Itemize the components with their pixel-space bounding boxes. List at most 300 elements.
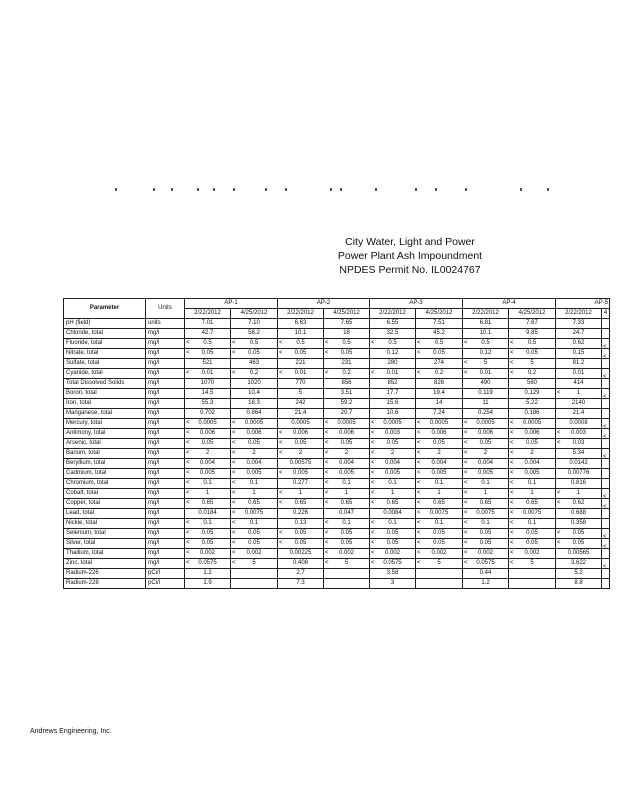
value-cell xyxy=(416,359,463,369)
value-cell xyxy=(231,399,278,409)
measured-value: 0.0005 xyxy=(522,420,542,426)
value-cell xyxy=(602,519,610,529)
qualifier: < xyxy=(510,480,514,486)
measured-value: 0.004 xyxy=(199,460,215,466)
value-cell xyxy=(463,499,509,509)
value-cell xyxy=(556,349,602,359)
document-title-line-3: NPDES Permit No. IL0024767 xyxy=(339,264,481,276)
qualifier: < xyxy=(464,440,468,446)
value-cell xyxy=(370,329,416,339)
parameter-cell: Barium, total xyxy=(64,449,146,459)
qualifier: < xyxy=(464,540,468,546)
qualifier: < xyxy=(186,460,190,466)
parameter-cell: Copper, total xyxy=(64,499,146,509)
measured-value: 0.5 xyxy=(434,340,444,346)
parameter-cell: Chloride, total xyxy=(64,329,146,339)
qualifier: < xyxy=(371,530,375,536)
qualifier: < xyxy=(186,520,190,526)
value-cell xyxy=(416,499,463,509)
measured-value: 0.05 xyxy=(433,350,445,356)
measured-value: 0.002 xyxy=(524,550,540,556)
measured-value: 0.005 xyxy=(292,470,308,476)
units-cell: mg/l xyxy=(146,429,185,439)
value-cell xyxy=(463,379,509,389)
value-cell xyxy=(324,439,370,449)
measured-value: 6.81 xyxy=(479,320,492,326)
value-cell xyxy=(231,419,278,429)
measured-value: 1.2 xyxy=(203,570,212,576)
measured-value: 0.1 xyxy=(342,480,351,486)
value-cell xyxy=(416,429,463,439)
units-cell: mg/l xyxy=(146,549,185,559)
measured-value: 0.1 xyxy=(481,520,490,526)
value-cell xyxy=(278,509,324,519)
value-cell xyxy=(278,489,324,499)
units-cell: mg/l xyxy=(146,399,185,409)
units-cell: mg/l xyxy=(146,389,185,399)
measured-value: 0.226 xyxy=(292,510,308,516)
measured-value: 0.002 xyxy=(477,550,493,556)
table-row xyxy=(64,369,610,379)
value-cell xyxy=(463,539,509,549)
value-cell xyxy=(602,379,610,389)
measured-value: 5 xyxy=(530,360,534,366)
measured-value: 0.5 xyxy=(296,340,305,346)
value-cell xyxy=(602,459,610,469)
measured-value: 0.0005 xyxy=(476,420,495,426)
group-header: AP-4 xyxy=(463,299,556,309)
value-cell xyxy=(556,419,602,429)
table-row xyxy=(64,449,610,459)
qualifier: < xyxy=(603,493,607,499)
qualifier: < xyxy=(510,370,514,376)
measured-value: 463 xyxy=(248,360,259,366)
qualifier: < xyxy=(325,520,329,526)
qualifier: < xyxy=(232,550,236,556)
qualifier: < xyxy=(325,340,329,346)
measured-value: 0.65 xyxy=(479,500,492,506)
measured-value: 81.2 xyxy=(572,360,585,366)
measured-value: 0.05 xyxy=(479,530,492,536)
measured-value: 2 xyxy=(205,450,210,456)
qualifier: < xyxy=(325,480,329,486)
value-cell xyxy=(278,389,324,399)
measured-value: 1020 xyxy=(247,380,261,386)
qualifier: < xyxy=(603,423,607,429)
value-cell xyxy=(278,469,324,479)
measured-value: 3.622 xyxy=(570,560,586,566)
units-cell: mg/l xyxy=(146,499,185,509)
parameter-cell: Antimony, total xyxy=(64,429,146,439)
qualifier: < xyxy=(371,370,375,376)
value-cell xyxy=(509,389,556,399)
value-cell xyxy=(602,369,610,379)
measured-value: 0.2 xyxy=(249,370,259,376)
parameter-cell: Cadmium, total xyxy=(64,469,146,479)
qualifier: < xyxy=(279,430,283,436)
parameter-cell: Chromium, total xyxy=(64,479,146,489)
value-cell xyxy=(185,349,231,359)
measured-value: 18 xyxy=(343,330,350,336)
table-row xyxy=(64,459,610,469)
qualifier: < xyxy=(417,430,421,436)
measured-value: 0.006 xyxy=(477,430,493,436)
measured-value: 0.119 xyxy=(478,390,493,396)
value-cell xyxy=(324,329,370,339)
measured-value: 0.1 xyxy=(388,520,397,526)
value-cell xyxy=(602,549,610,559)
measured-value: 0.05 xyxy=(386,540,399,546)
measured-value: 0.05 xyxy=(340,440,353,446)
value-cell xyxy=(370,319,416,329)
qualifier: < xyxy=(186,450,190,456)
units-cell: mg/l xyxy=(146,349,185,359)
value-cell xyxy=(463,449,509,459)
measured-value: 0.00776 xyxy=(567,470,590,476)
value-cell xyxy=(509,449,556,459)
measured-value: 0.1 xyxy=(203,520,212,526)
value-cell xyxy=(602,349,610,359)
qualifier: < xyxy=(603,393,607,399)
value-cell xyxy=(602,399,610,409)
value-cell xyxy=(416,369,463,379)
qualifier: < xyxy=(603,543,607,549)
qualifier: < xyxy=(557,530,561,536)
measured-value: 1 xyxy=(576,490,581,496)
units-cell: mg/l xyxy=(146,359,185,369)
measured-value: 19.4 xyxy=(433,390,445,396)
qualifier: < xyxy=(510,340,514,346)
value-cell xyxy=(602,339,610,349)
qualifier: < xyxy=(232,370,236,376)
units-cell: mg/l xyxy=(146,459,185,469)
date-header: 4/25/2012 xyxy=(231,309,278,319)
date-header: 4/25/2012 xyxy=(509,309,556,319)
qualifier: < xyxy=(417,540,421,546)
measured-value: 59.2 xyxy=(340,400,353,406)
measured-value: 0.0005 xyxy=(244,420,264,426)
qualifier: < xyxy=(510,520,514,526)
qualifier: < xyxy=(325,500,329,506)
units-cell: units xyxy=(146,319,185,329)
units-cell: pCi/l xyxy=(146,569,185,579)
measured-value: 0.5 xyxy=(527,340,537,346)
qualifier: < xyxy=(371,500,375,506)
units-cell: mg/l xyxy=(146,509,185,519)
date-header: 4/25/2012 xyxy=(416,309,463,319)
value-cell xyxy=(602,539,610,549)
value-cell xyxy=(602,479,610,489)
qualifier: < xyxy=(510,460,514,466)
value-cell xyxy=(370,439,416,449)
measured-value: 20.7 xyxy=(340,410,353,416)
value-cell xyxy=(278,379,324,389)
measured-value: 0.5 xyxy=(249,340,259,346)
value-cell xyxy=(556,549,602,559)
measured-value: 0.004 xyxy=(524,460,540,466)
date-header: 2/22/2012 xyxy=(463,309,509,319)
measured-value: 0.186 xyxy=(524,410,540,416)
measured-value: 0.05 xyxy=(201,530,214,536)
measured-value: 0.004 xyxy=(477,460,493,466)
value-cell xyxy=(509,469,556,479)
parameter-cell: Cobalt, total xyxy=(64,489,146,499)
value-cell xyxy=(416,459,463,469)
measured-value: 0.1 xyxy=(481,480,490,486)
table-row xyxy=(64,379,610,389)
value-cell xyxy=(509,569,556,579)
measured-value: 0.358 xyxy=(570,520,586,526)
measured-value: 1 xyxy=(530,490,534,496)
value-cell xyxy=(185,569,231,579)
measured-value: 0.129 xyxy=(524,390,540,396)
measured-value: 0.004 xyxy=(384,460,400,466)
measured-value: 1 xyxy=(298,490,303,496)
value-cell xyxy=(370,499,416,509)
value-cell xyxy=(278,579,324,589)
value-cell xyxy=(463,419,509,429)
qualifier: < xyxy=(510,550,514,556)
value-cell xyxy=(602,509,610,519)
value-cell xyxy=(278,369,324,379)
value-cell xyxy=(370,479,416,489)
measured-value: 5.34 xyxy=(572,450,585,456)
qualifier: < xyxy=(232,430,236,436)
measured-value: 0.5 xyxy=(388,340,397,346)
qualifier: < xyxy=(417,450,421,456)
value-cell xyxy=(185,549,231,559)
value-cell xyxy=(231,339,278,349)
value-cell xyxy=(185,389,231,399)
value-cell xyxy=(509,539,556,549)
value-cell xyxy=(231,439,278,449)
value-cell xyxy=(278,339,324,349)
value-cell xyxy=(602,559,610,569)
qualifier: < xyxy=(417,470,421,476)
value-cell xyxy=(509,499,556,509)
qualifier: < xyxy=(325,550,329,556)
qualifier: < xyxy=(232,340,236,346)
units-cell: mg/l xyxy=(146,379,185,389)
measured-value: 0.006 xyxy=(292,430,308,436)
value-cell xyxy=(231,499,278,509)
measured-value: 0.05 xyxy=(433,530,445,536)
measured-value: 1.9 xyxy=(203,580,212,586)
measured-value: 0.0005 xyxy=(198,420,217,426)
value-cell xyxy=(463,349,509,359)
measured-value: 0.5 xyxy=(342,340,351,346)
qualifier: < xyxy=(464,370,468,376)
value-cell xyxy=(602,579,610,589)
value-cell xyxy=(370,349,416,359)
measured-value: 770 xyxy=(295,380,306,386)
measured-value: 0.0075 xyxy=(522,510,542,516)
measured-value: 0.05 xyxy=(526,440,538,446)
table-row xyxy=(64,319,610,329)
qualifier: < xyxy=(371,560,375,566)
qualifier: < xyxy=(464,360,468,366)
qualifier: < xyxy=(417,530,421,536)
value-cell xyxy=(231,389,278,399)
date-header: 2/22/2012 xyxy=(185,309,231,319)
measured-value: 5 xyxy=(298,390,303,396)
qualifier: < xyxy=(510,430,514,436)
qualifier: < xyxy=(557,390,561,396)
measured-value: 0.0142 xyxy=(569,460,588,466)
measured-value: 0.05 xyxy=(201,440,214,446)
measured-value: 21.4 xyxy=(294,410,307,416)
qualifier: < xyxy=(557,500,561,506)
measured-value: 0.002 xyxy=(199,550,215,556)
value-cell xyxy=(278,399,324,409)
value-cell xyxy=(185,449,231,459)
measured-value: 5 xyxy=(530,560,534,566)
value-cell xyxy=(416,379,463,389)
measured-value: 0.05 xyxy=(294,530,307,536)
table-row xyxy=(64,489,610,499)
measured-value: 0.006 xyxy=(431,430,447,436)
value-cell xyxy=(556,569,602,579)
measured-value: 10.4 xyxy=(248,390,260,396)
measured-value: 9.85 xyxy=(526,330,538,336)
measured-value: 0.702 xyxy=(199,410,215,416)
measured-value: 0.00225 xyxy=(289,550,312,556)
measured-value: 10.6 xyxy=(386,410,399,416)
parameter-cell: Zinc, total xyxy=(64,559,146,569)
measured-value: 2 xyxy=(344,450,349,456)
measured-value: 0.01 xyxy=(386,370,399,376)
measured-value: 0.003 xyxy=(384,430,400,436)
units-cell: mg/l xyxy=(146,449,185,459)
value-cell xyxy=(602,429,610,439)
value-cell xyxy=(463,529,509,539)
qualifier: < xyxy=(417,490,421,496)
value-cell xyxy=(324,529,370,539)
units-cell: mg/l xyxy=(146,519,185,529)
qualifier: < xyxy=(464,340,468,346)
value-cell xyxy=(370,399,416,409)
qualifier: < xyxy=(186,440,190,446)
qualifier: < xyxy=(325,560,329,566)
qualifier: < xyxy=(371,520,375,526)
qualifier: < xyxy=(510,470,514,476)
value-cell xyxy=(278,359,324,369)
value-cell xyxy=(278,539,324,549)
value-cell xyxy=(463,489,509,499)
measured-value: 0.002 xyxy=(384,550,400,556)
date-header: 2/22/2012 xyxy=(278,309,324,319)
qualifier: < xyxy=(464,450,468,456)
qualifier: < xyxy=(279,540,283,546)
qualifier: < xyxy=(186,340,190,346)
value-cell xyxy=(324,489,370,499)
table-row xyxy=(64,569,610,579)
measured-value: 21.4 xyxy=(572,410,585,416)
value-cell xyxy=(556,489,602,499)
value-cell xyxy=(185,509,231,519)
units-cell: mg/l xyxy=(146,339,185,349)
qualifier: < xyxy=(371,550,375,556)
measured-value: 0.00565 xyxy=(567,550,590,556)
value-cell xyxy=(602,359,610,369)
qualifier: < xyxy=(232,480,236,486)
measured-value: 2 xyxy=(390,450,395,456)
value-cell xyxy=(324,549,370,559)
table-row xyxy=(64,549,610,559)
units-cell: mg/l xyxy=(146,419,185,429)
measured-value: 0.006 xyxy=(246,430,262,436)
measured-value: 18.3 xyxy=(248,400,260,406)
value-cell xyxy=(556,389,602,399)
parameter-cell: Mercury, total xyxy=(64,419,146,429)
qualifier: < xyxy=(371,340,375,346)
value-cell xyxy=(416,399,463,409)
measured-value: 0.05 xyxy=(294,440,307,446)
value-cell xyxy=(231,539,278,549)
measured-value: 7.3 xyxy=(296,580,305,586)
qualifier: < xyxy=(279,440,283,446)
value-cell xyxy=(509,519,556,529)
qualifier: < xyxy=(279,470,283,476)
value-cell xyxy=(231,559,278,569)
measured-value: 7.51 xyxy=(433,320,445,326)
value-cell xyxy=(602,449,610,459)
measured-value: 0.15 xyxy=(572,350,585,356)
value-cell xyxy=(509,359,556,369)
table-row xyxy=(64,399,610,409)
parameter-cell: Selenium, total xyxy=(64,529,146,539)
value-cell xyxy=(324,569,370,579)
value-cell xyxy=(231,429,278,439)
value-cell xyxy=(185,439,231,449)
value-cell xyxy=(602,489,610,499)
measured-value: 0.0005 xyxy=(429,420,449,426)
measured-value: 0.13 xyxy=(294,520,307,526)
parameter-cell: Silver, total xyxy=(64,539,146,549)
value-cell xyxy=(324,409,370,419)
qualifier: < xyxy=(325,440,329,446)
qualifier: < xyxy=(464,530,468,536)
qualifier: < xyxy=(464,500,468,506)
qualifier: < xyxy=(186,540,190,546)
measured-value: 5 xyxy=(483,360,488,366)
value-cell xyxy=(231,519,278,529)
measured-value: 0.44 xyxy=(479,570,492,576)
qualifier: < xyxy=(603,373,607,379)
value-cell xyxy=(185,579,231,589)
qualifier: < xyxy=(279,450,283,456)
measured-value: 0.05 xyxy=(340,540,353,546)
value-cell xyxy=(370,559,416,569)
qualifier: < xyxy=(417,520,421,526)
qualifier: < xyxy=(232,500,236,506)
value-cell xyxy=(324,469,370,479)
measured-value: 0.05 xyxy=(479,440,492,446)
value-cell xyxy=(509,549,556,559)
qualifier: < xyxy=(371,450,375,456)
measured-value: 0.03 xyxy=(572,440,585,446)
value-cell xyxy=(463,519,509,529)
table-row xyxy=(64,519,610,529)
qualifier: < xyxy=(325,430,329,436)
value-cell xyxy=(556,369,602,379)
table-row xyxy=(64,429,610,439)
value-cell xyxy=(324,449,370,459)
value-cell xyxy=(278,529,324,539)
units-cell: mg/l xyxy=(146,329,185,339)
measured-value: 1 xyxy=(576,390,581,396)
measured-value: 11 xyxy=(482,400,489,406)
